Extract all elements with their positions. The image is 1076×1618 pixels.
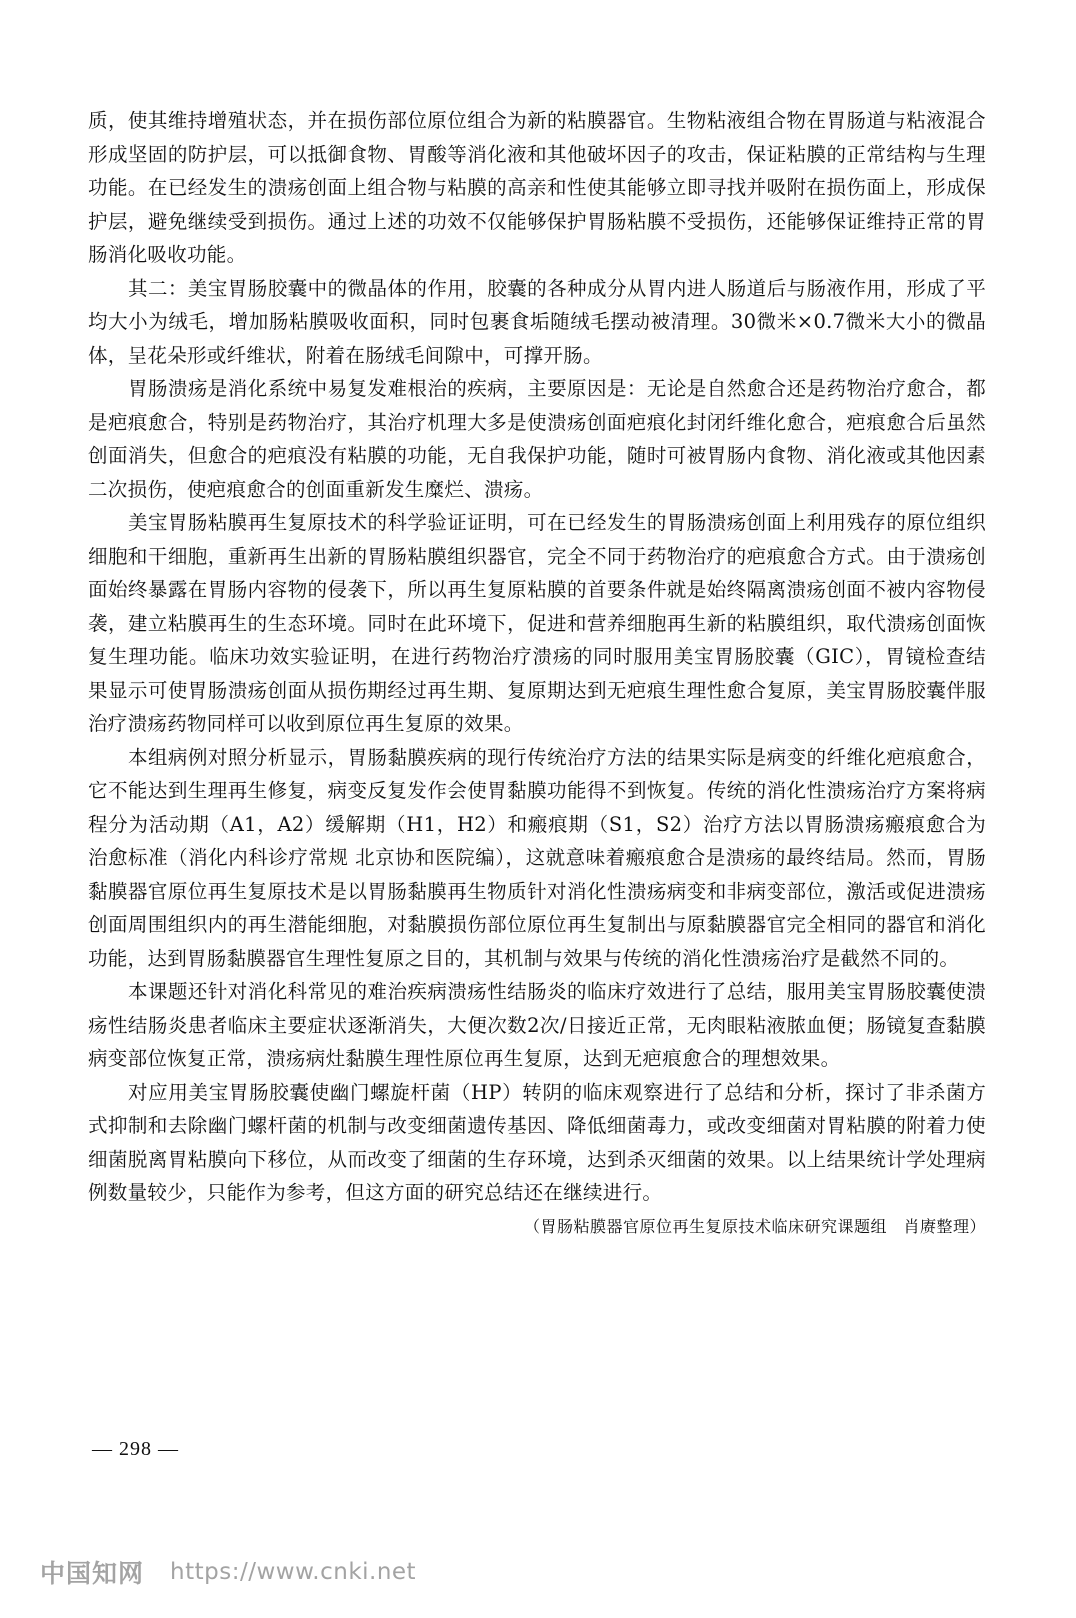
paragraph-microcrystal: 其二：美宝胃肠胶囊中的微晶体的作用，胶囊的各种成分从胃内进人肠道后与肠液作用，形成了平均大小为绒毛，增加肠粘膜吸收面积，同时包裹食垢随绒毛摆动被清理。30微米×0.7微米大小的微晶体，呈花朵形或纤维状，附着在肠绒毛间隙中，可撑开肠。 — [88, 276, 986, 367]
watermark-name: 中国知网 — [40, 1559, 145, 1588]
paragraph-case-comparison: 本组病例对照分析显示，胃肠黏膜疾病的现行传统治疗方法的结果实际是病变的纤维化疤痕愈合，它不能达到生理再生修复，病变反复发作会使胃黏膜功能得不到恢复。传统的消化性溃疡治疗方案将病程分为活动期（A1，A2）缓解期（H1，H2）和瘢痕期（S1，S2）治疗方法以胃肠溃疡瘢痕愈合为治愈标准（消化内科诊疗常规 北京协和医院编），这就意味着瘢痕愈合是溃疡的最终结局。然而，胃肠黏膜器官原位再生复原技术是以胃肠黏膜再生物质针对消化性溃疡病变和非病变部位，激活或促进溃疡创面周围组织内的再生潜能细胞，对黏膜损伤部位原位再生复制出与原黏膜器官完全相同的器官和消化功能，达到胃肠黏膜器官生理性复原之目的，其机制与效果与传统的消化性溃疡治疗是截然不同的。 — [88, 745, 986, 970]
article-body — [88, 104, 986, 1242]
paragraph-regeneration-technique: 美宝胃肠粘膜再生复原技术的科学验证证明，可在已经发生的胃肠溃疡创面上利用残存的原位组织细胞和干细胞，重新再生出新的胃肠粘膜组织器官，完全不同于药物治疗的疤痕愈合方式。由于溃疡创面始终暴露在胃肠内容物的侵袭下，所以再生复原粘膜的首要条件就是始终隔离溃疡创面不被内容物侵袭，建立粘膜再生的生态环境。同时在此环境下，促进和营养细胞再生新的粘膜组织，取代溃疡创面恢复生理功能。临床功效实验证明，在进行药物治疗溃疡的同时服用美宝胃肠胶囊（GIC），胃镜检查结果显示可使胃肠溃疡创面从损伤期经过再生期、复原期达到无疤痕生理性愈合复原，美宝胃肠胶囊伴服治疗溃疡药物同样可以收到原位再生复原的效果。 — [88, 511, 986, 735]
page-number: — 298 — — [92, 1438, 179, 1460]
paragraph-ulcerative-colitis: 本课题还针对消化科常见的难治疾病溃疡性结肠炎的临床疗效进行了总结，服用美宝胃肠胶囊使溃疡性结肠炎患者临床主要症状逐渐消失，大便次数2次/日接近正常，无肉眼粘液脓血便；肠镜复查黏膜病变部位恢复正常，溃疡病灶黏膜生理性原位再生复原，达到无疤痕愈合的理想效果。 — [88, 980, 986, 1070]
cnki-watermark — [40, 1552, 416, 1592]
watermark-url: https://www.cnki.net — [170, 1559, 417, 1585]
paragraph-helicobacter-pylori: 对应用美宝胃肠胶囊使幽门螺旋杆菌（HP）转阴的临床观察进行了总结和分析，探讨了非杀菌方式抑制和去除幽门螺杆菌的机制与改变细菌遗传基因、降低细菌毒力，或改变细菌对胃粘膜的附着力使细菌脱离胃粘膜向下移位，从而改变了细菌的生存环境，达到杀灭细菌的效果。以上结果统计学处理病例数量较少，只能作为参考，但这方面的研究总结还在继续进行。 — [88, 1080, 986, 1204]
paragraph-ulcer-recurrence: 胃肠溃疡是消化系统中易复发难根治的疾病，主要原因是：无论是自然愈合还是药物治疗愈合，都是疤痕愈合，特别是药物治疗，其治疗机理大多是使溃疡创面疤痕化封闭纤维化愈合，疤痕愈合后虽然创面消失，但愈合的疤痕没有粘膜的功能，无自我保护功能，随时可被胃肠内食物、消化液或其他因素二次损伤，使疤痕愈合的创面重新发生糜烂、溃疡。 — [88, 377, 986, 501]
paragraph-continuation: 质，使其维持增殖状态，并在损伤部位原位组合为新的粘膜器官。生物粘液组合物在胃肠道与粘液混合形成坚固的防护层，可以抵御食物、胃酸等消化液和其他破坏因子的攻击，保证粘膜的正常结构与生理功能。在已经发生的溃疡创面上组合物与粘膜的高亲和性使其能够立即寻找并吸附在损伤面上，形成保护层，避免继续受到损伤。通过上述的功效不仅能够保护胃肠粘膜不受损伤，还能够保证维持正常的胃肠消化吸收功能。 — [88, 109, 986, 266]
author-byline: （胃肠粘膜器官原位再生复原技术临床研究课题组 肖赓整理） — [523, 1216, 986, 1236]
